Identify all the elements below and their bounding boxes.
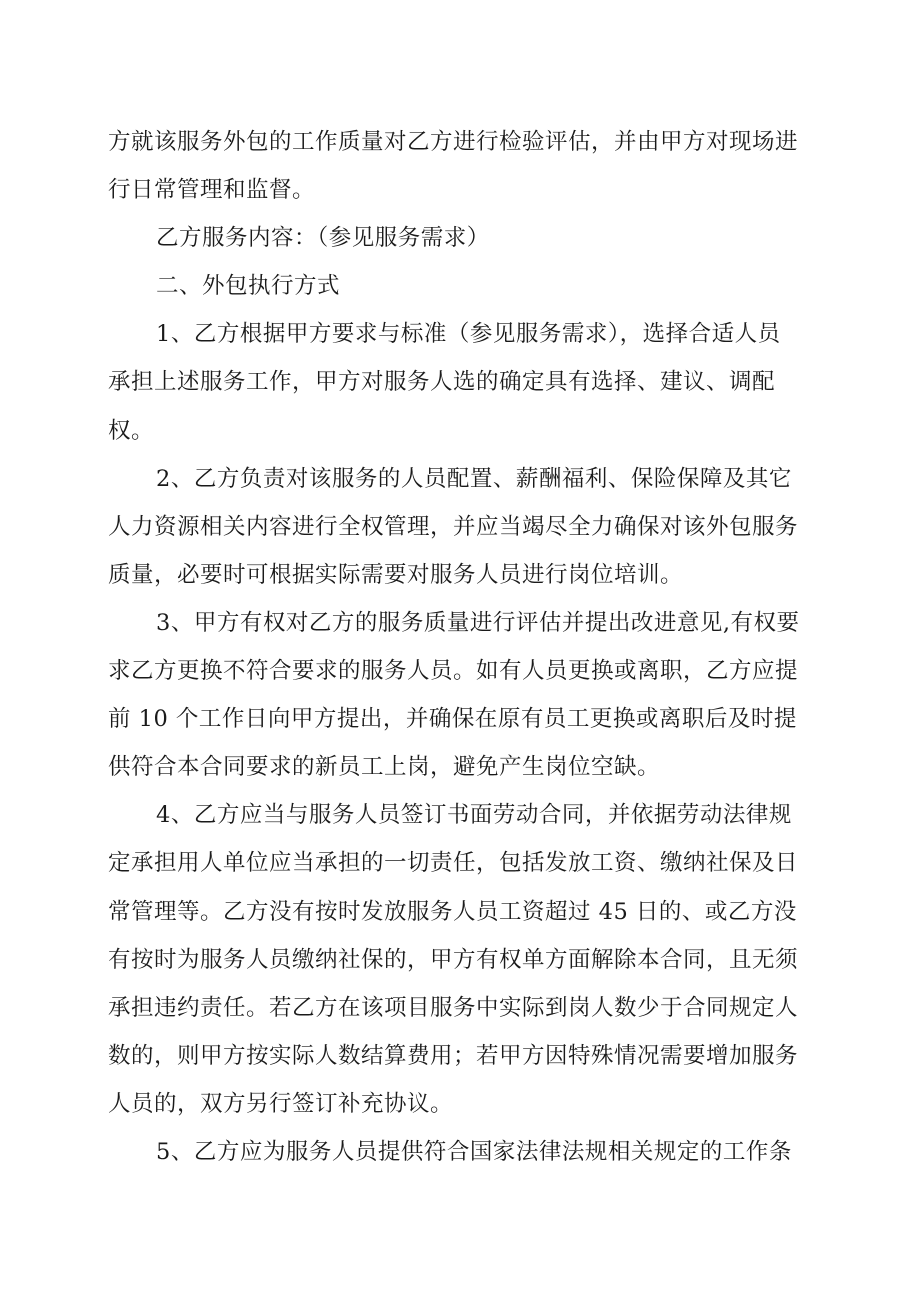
text-line: 乙方服务内容：（参见服务需求） — [156, 225, 490, 252]
text-line: 5、乙方应为服务人员提供符合国家法律法规相关规定的工作条 — [156, 1138, 792, 1165]
text-line: 2、乙方负责对该服务的人员配置、薪酬福利、保险保障及其它 — [156, 465, 792, 492]
text-line: 有按时为服务人员缴纳社保的，甲方有权单方面解除本合同，且无须 — [108, 946, 799, 973]
text-line: 4、乙方应当与服务人员签订书面劳动合同，并依据劳动法律规 — [156, 802, 792, 829]
text-line: 常管理等。乙方没有按时发放服务人员工资超过 45 日的、或乙方没 — [108, 898, 797, 925]
text-line: 承担违约责任。若乙方在该项目服务中实际到岗人数少于合同规定人 — [108, 994, 799, 1021]
text-line: 数的，则甲方按实际人数结算费用；若甲方因特殊情况需要增加服务 — [108, 1042, 799, 1069]
text-line: 行日常管理和监督。 — [108, 177, 316, 204]
text-line: 1、乙方根据甲方要求与标准（参见服务需求），选择合适人员 — [156, 321, 781, 348]
text-line: 供符合本合同要求的新员工上岗，避免产生岗位空缺。 — [108, 754, 661, 781]
text-line: 定承担用人单位应当承担的一切责任，包括发放工资、缴纳社保及日 — [108, 850, 799, 877]
text-line: 承担上述服务工作，甲方对服务人选的确定具有选择、建议、调配 — [108, 369, 776, 396]
text-line: 人员的，双方另行签订补充协议。 — [108, 1090, 454, 1117]
text-line: 质量，必要时可根据实际需要对服务人员进行岗位培训。 — [108, 561, 684, 588]
document-body — [108, 118, 813, 1176]
text-line: 前 10 个工作日向甲方提出，并确保在原有员工更换或离职后及时提 — [108, 706, 797, 733]
text-line: 方就该服务外包的工作质量对乙方进行检验评估，并由甲方对现场进 — [108, 129, 799, 155]
text-line: 权。 — [108, 417, 155, 444]
section-heading: 二、外包执行方式 — [156, 273, 341, 300]
text-line: 人力资源相关内容进行全权管理，并应当竭尽全力确保对该外包服务 — [108, 513, 799, 540]
text-line: 3、甲方有权对乙方的服务质量进行评估并提出改进意见,有权要 — [156, 609, 800, 636]
text-line: 求乙方更换不符合要求的服务人员。如有人员更换或离职，乙方应提 — [108, 658, 799, 685]
